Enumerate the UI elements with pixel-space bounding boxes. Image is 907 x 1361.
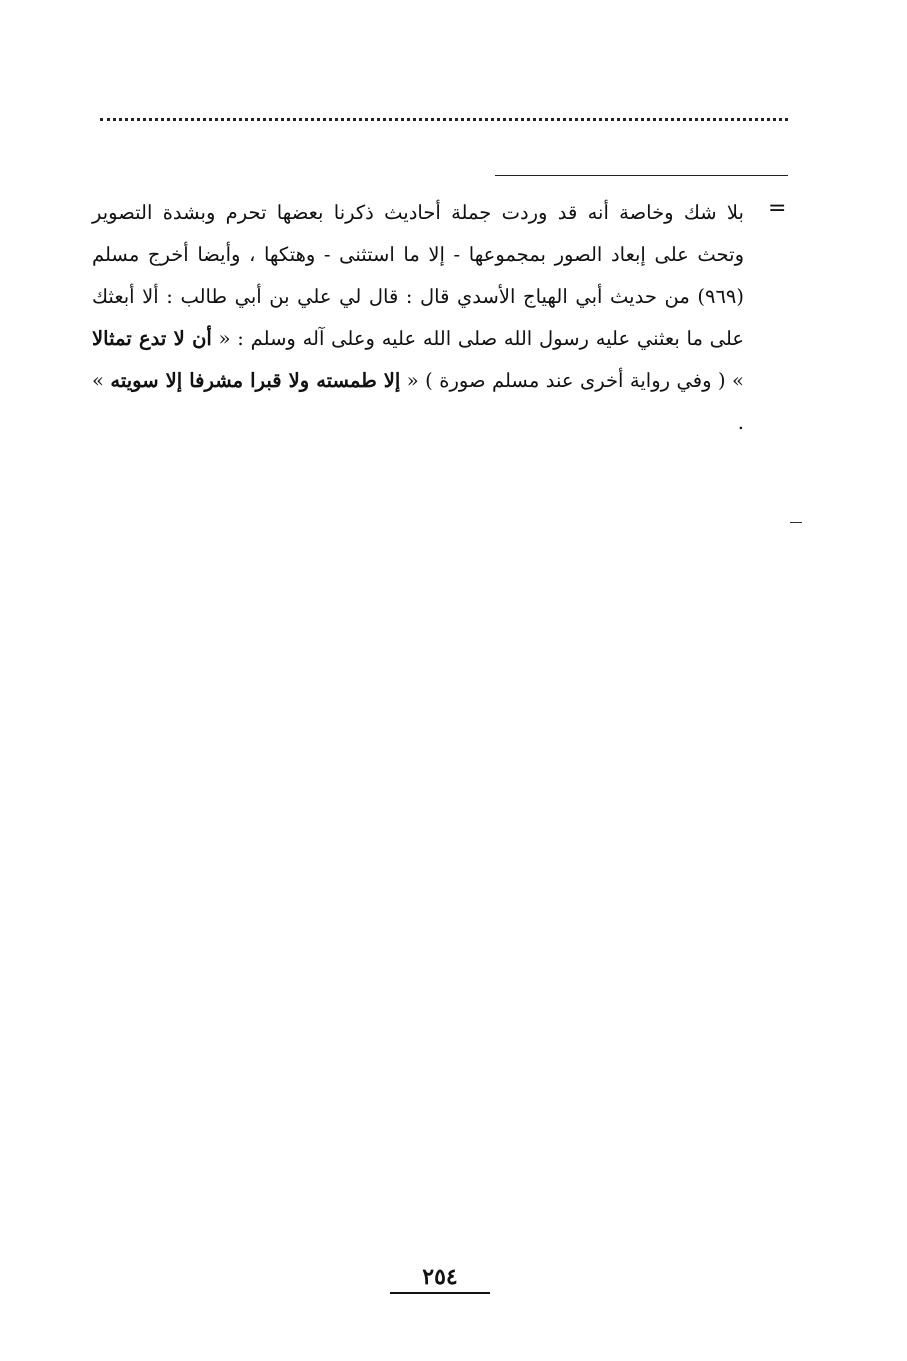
footnote-line-part: » . — [92, 369, 744, 434]
footnote-separator — [495, 175, 788, 176]
footnote-line: بلا شك وخاصة أنه قد وردت جملة أحاديث ذكرنا بعضها تحرم وبشدة — [162, 201, 744, 224]
footnote-line: التصوير وتحث على إبعاد الصور بمجموعها - إلا ما استثنى - وهتكها ، — [92, 201, 744, 266]
hadith-quote-bold: إلا طمسته ولا قبرا مشرفا إلا سويته — [110, 369, 401, 392]
footnote-continuation-marker: = — [768, 196, 787, 221]
hadith-quote-bold: أن لا تدع تمثالا — [92, 327, 212, 350]
footnote-line: وأيضا أخرج مسلم (٩٦٩) من حديث أبي الهياج الأسدي قال : قال لي — [92, 243, 744, 308]
footnote-text — [92, 192, 744, 444]
footnote-line-part: صورة ) « — [400, 369, 486, 392]
footnote-line-part: » ( وفي رواية أخرى عند مسلم — [491, 369, 744, 392]
footnote-line: علي بن أبي طالب : ألا أبعثك على ما بعثني عليه رسول الله صلى الله عليه — [92, 285, 745, 350]
margin-mark — [790, 522, 802, 523]
footnote-line-part: وعلى آله وسلم : « — [211, 327, 375, 350]
dotted-separator — [100, 118, 788, 121]
page-number: ٢٥٤ — [390, 1262, 490, 1294]
